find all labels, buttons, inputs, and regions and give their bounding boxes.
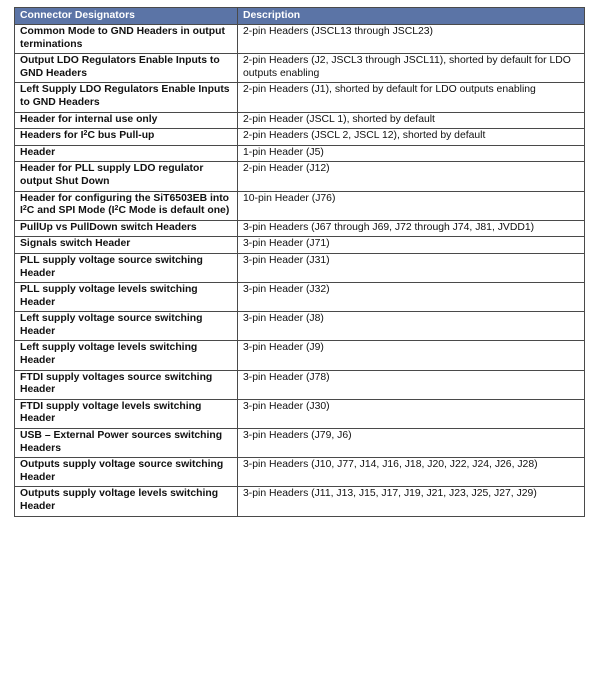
table-header-row — [15, 8, 585, 25]
table-row — [15, 283, 585, 312]
connector-designator-cell: Common Mode to GND Headers in output terminations — [15, 25, 238, 54]
table-row — [15, 429, 585, 458]
description-cell: 3-pin Header (J32) — [238, 283, 585, 312]
description-cell: 10-pin Header (J76) — [238, 191, 585, 220]
table-row — [15, 145, 585, 162]
description-cell: 3-pin Header (J31) — [238, 253, 585, 282]
description-cell: 3-pin Header (J71) — [238, 237, 585, 254]
table-row — [15, 25, 585, 54]
description-cell: 3-pin Header (J9) — [238, 341, 585, 370]
connector-designator-cell: FTDI supply voltages source switching Header — [15, 370, 238, 399]
table-row — [15, 83, 585, 112]
name-text: C Mode is default one) — [118, 205, 230, 217]
superscript: 2 — [83, 130, 88, 138]
description-cell: 2-pin Header (JSCL 1), shorted by default — [238, 112, 585, 129]
description-cell: 2-pin Headers (JSCL 2, JSCL 12), shorted by default — [238, 129, 585, 146]
description-cell: 3-pin Headers (J11, J13, J15, J17, J19, J21, J23, J25, J27, J29) — [238, 487, 585, 516]
description-cell: 3-pin Headers (J79, J6) — [238, 429, 585, 458]
table-row — [15, 370, 585, 399]
description-cell: 2-pin Headers (J2, JSCL3 through JSCL11), shorted by default for LDO outputs enabling — [238, 54, 585, 83]
table-row — [15, 112, 585, 129]
column-header-description: Description — [238, 8, 585, 25]
table-row — [15, 341, 585, 370]
table-row — [15, 162, 585, 191]
table-row — [15, 399, 585, 428]
connector-designator-cell: Left Supply LDO Regulators Enable Inputs to GND Headers — [15, 83, 238, 112]
connector-designator-cell: PLL supply voltage source switching Header — [15, 253, 238, 282]
description-cell: 3-pin Header (J78) — [238, 370, 585, 399]
connector-designator-cell: Header for PLL supply LDO regulator output Shut Down — [15, 162, 238, 191]
connector-designator-cell: Header — [15, 145, 238, 162]
name-text: C and SPI Mode (I — [26, 205, 115, 217]
table-row — [15, 237, 585, 254]
connector-designators-table — [14, 7, 585, 517]
connector-designator-cell: PullUp vs PullDown switch Headers — [15, 220, 238, 237]
table-row — [15, 487, 585, 516]
connector-designator-cell: Signals switch Header — [15, 237, 238, 254]
description-cell: 1-pin Header (J5) — [238, 145, 585, 162]
connector-designator-cell: Outputs supply voltage levels switching Header — [15, 487, 238, 516]
connector-designator-cell: PLL supply voltage levels switching Header — [15, 283, 238, 312]
name-text: C bus Pull-up — [87, 130, 155, 142]
name-text: Header for configuring the SiT6503EB into I — [20, 192, 229, 217]
connector-designator-cell: Header for internal use only — [15, 112, 238, 129]
description-cell: 2-pin Headers (J1), shorted by default for LDO outputs enabling — [238, 83, 585, 112]
description-cell: 3-pin Header (J8) — [238, 312, 585, 341]
table-row — [15, 191, 585, 220]
description-cell: 2-pin Headers (JSCL13 through JSCL23) — [238, 25, 585, 54]
column-header-connector-designators: Connector Designators — [15, 8, 238, 25]
connector-designator-cell: USB – External Power sources switching Headers — [15, 429, 238, 458]
description-cell: 3-pin Header (J30) — [238, 399, 585, 428]
connector-designator-cell: Output LDO Regulators Enable Inputs to GND Headers — [15, 54, 238, 83]
table-row — [15, 458, 585, 487]
table-row — [15, 129, 585, 146]
connector-designator-cell: Left supply voltage levels switching Header — [15, 341, 238, 370]
superscript: 2 — [114, 205, 119, 213]
table-row — [15, 253, 585, 282]
connector-designator-cell: FTDI supply voltage levels switching Header — [15, 399, 238, 428]
name-text: Headers for I — [20, 130, 84, 142]
table-row — [15, 54, 585, 83]
connector-designator-cell: Left supply voltage source switching Header — [15, 312, 238, 341]
table-row — [15, 312, 585, 341]
connector-designator-cell: Outputs supply voltage source switching Header — [15, 458, 238, 487]
connector-designator-cell — [15, 191, 238, 220]
superscript: 2 — [22, 205, 27, 213]
table-row — [15, 220, 585, 237]
description-cell: 2-pin Header (J12) — [238, 162, 585, 191]
connector-designator-cell — [15, 129, 238, 146]
description-cell: 3-pin Headers (J10, J77, J14, J16, J18, J20, J22, J24, J26, J28) — [238, 458, 585, 487]
description-cell: 3-pin Headers (J67 through J69, J72 through J74, J81, JVDD1) — [238, 220, 585, 237]
